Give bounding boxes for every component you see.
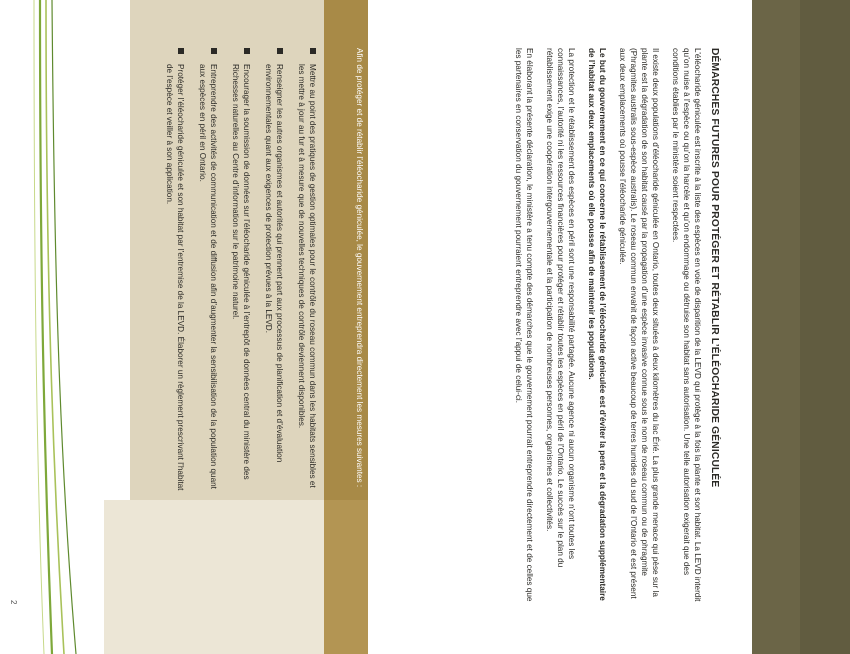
paragraph: La protection et le rétablissement des espèces en péril sont une responsabilité partagée. Aucune agence ni aucun organisme n’ont toutes les connaissances, l’autorité ni les ressources financières pour protéger et rétablir toutes les espèces en péril de l’Ontario. Le succès sur le plan du rétablissement exige une coopération intergouvernementale et la participation de nombreuses personnes, organismes et collectivités. <box>545 48 576 568</box>
bullet-icon <box>244 48 250 54</box>
list-item-text: Entreprendre des activités de communication et de diffusion afin d’augmenter la sensibilisation de la population quant aux espèces en péril en Ontario. <box>198 64 218 489</box>
sidebar-intro: Afin de protéger et de rétablir l’éléocharide géniculée, le gouvernement entreprendra directement les mesures suivantes : <box>355 48 364 488</box>
gold-band-lower <box>324 500 368 654</box>
page-number: 2 <box>9 600 18 605</box>
main-section <box>504 48 720 608</box>
paragraph: L’éléocharide géniculée est inscrite à la liste des espèces en voie de disparition de la LEVD qui protège à la fois la plante et son habitat. La LEVD interdit qu’on nuise à l’espèce ou qu’on la harcèle et qu’on endommage ou détruise son habitat sans autorisation. Une telle autorisation exigerait que des conditions établies par le ministère soient respectées. <box>671 48 702 602</box>
sidebar-header <box>354 48 383 488</box>
actions-list <box>164 48 318 498</box>
bullet-icon <box>178 48 184 54</box>
list-item-text: Protéger l’éléocharide géniculée et son habitat par l’entremise de la LEVD. Élaborer un règlement prescrivant l’habitat de l’espèce et veiller à son application. <box>165 64 185 491</box>
list-item-text: Encourager la soumission de données sur l’éléocharide géniculée à l’entrepôt de données central du ministère des Richesses naturelles au Centre d’information sur le patrimoine naturel. <box>231 64 251 480</box>
bullet-icon <box>277 48 283 54</box>
bullet-icon <box>310 48 316 54</box>
actions-list-container <box>153 48 318 498</box>
beige-panel-lower <box>104 500 324 654</box>
list-item <box>263 48 285 498</box>
decorative-curves <box>0 0 110 654</box>
right-dark-olive-band <box>800 0 850 654</box>
list-item-text: Renseigner les autres organismes et autorités qui prennent part aux processus de planification et d’évaluation environnementales quant aux exigences de protection prévues à la LEVD. <box>264 64 284 463</box>
list-item <box>197 48 219 498</box>
list-item <box>296 48 318 498</box>
sidebar-title: MESURES MENÉES PAR LE GOUVERNEMENT <box>371 48 383 281</box>
paragraph: Il existe deux populations d’éléocharide géniculée en Ontario, toutes deux situées à deux kilomètres du lac Érié. La plus grande menace qui pèse sur la plante est la dégradation de son habitat causé par la propagation d’une espèce invasive connue sous le nom de roseau commun ou de phragmite (Phragmites australis sous-espèce australis). Le roseau commun envahit de façon active beaucoup de terres humides du sud de l’Ontario et est présent aux deux emplacements où pousse l’éléocharide géniculée. <box>618 48 660 599</box>
list-item-text: Mettre au point des pratiques de gestion optimales pour le contrôle du roseau commun dans les habitats sensibles et les mettre à jour au fur et à mesure que de nouvelles techniques de contrôle deviennent disponibles. <box>297 64 317 488</box>
paragraph: En élaborant la présente déclaration, le ministère a tenu compte des démarches que le gouvernement pourrait entreprendre directement et de celles que les partenaires en conservation du gouvernement pourraient entreprendre avec l’appui de celui-ci. <box>514 48 534 602</box>
bullet-icon <box>211 48 217 54</box>
list-item <box>164 48 186 498</box>
goal-paragraph: Le but du gouvernement en ce qui concerne le rétablissement de l’éléocharide géniculée est d’éviter la perte et la dégradation supplémentaire de l’habitat aux deux emplacements où elle pousse afin de maintenir les populations. <box>587 48 607 601</box>
list-item <box>230 48 252 498</box>
section-title: DÉMARCHES FUTURES POUR PROTÉGER ET RÉTABLIR L’ÉLÉOCHARIDE GÉNICULÉE <box>709 48 720 488</box>
